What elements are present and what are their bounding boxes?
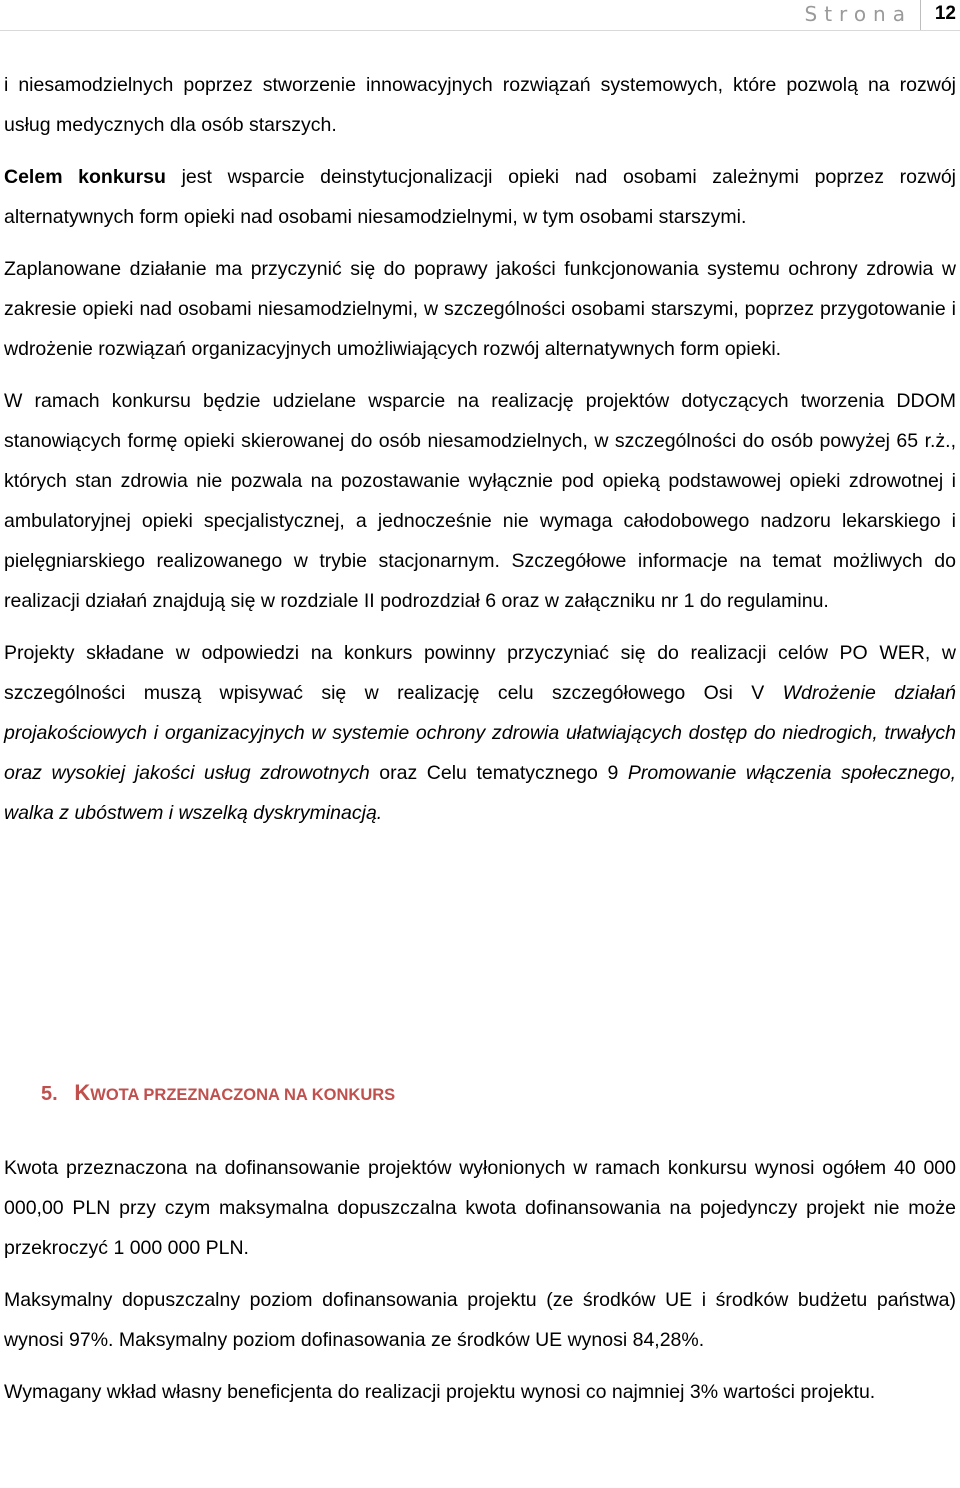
- contest-goal-text: jest wsparcie deinstytucjonalizacji opieki nad osobami zależnymi poprzez rozwój alternatywnych form opieki nad osobami niesamodzielnymi, w tym osobami starszymi.: [4, 166, 956, 228]
- section-title-initial: K: [74, 1080, 91, 1105]
- paragraph-funding-level: Maksymalny dopuszczalny poziom dofinansowania projektu (ze środków UE i środków budżetu państwa) wynosi 97%. Maksymalny poziom dofinasowania ze środków UE wynosi 84,28%.: [4, 1289, 956, 1351]
- paragraph-project-goals: [4, 633, 956, 833]
- project-goals-italic-2: Promowanie włączenia społecznego, walka z ubóstwem i wszelką dyskryminacją.: [4, 762, 957, 824]
- paragraph-support-scope: W ramach konkursu będzie udzielane wsparcie na realizację projektów dotyczących tworzenia DDOM stanowiących formę opieki skierowanej do osób niesamodzielnych, w szczególności do osób powyżej 65 r.ż., których stan zdrowia nie pozwala na pozostawanie wyłącznie pod opieką podstawowej opieki zdrowotnej i ambulatoryjnej opieki specjalistycznej, a jednocześnie nie wymaga całodobowego nadzoru lekarskiego i pielęgniarskiego realizowanego w trybie stacjonarnym. Szczegółowe informacje na temat możliwych do realizacji działań znajdują się w rozdziale II podrozdział 6 oraz w załączniku nr 1 do regulaminu.: [4, 390, 956, 612]
- project-goals-italic-1: Wdrożenie działań projakościowych i organizacyjnych w systemie ochrony zdrowia ułatwiających dostęp do niedrogich, trwałych oraz wysokiej jakości usług zdrowotnych: [4, 682, 956, 784]
- page-header-divider: [920, 0, 921, 30]
- paragraph-total-amount: Kwota przeznaczona na dofinansowanie projektów wyłonionych w ramach konkursu wynosi ogółem 40 000 000,00 PLN przy czym maksymalna dopuszczalna kwota dofinansowania na pojedynczy projekt nie może przekroczyć 1 000 000 PLN.: [4, 1157, 956, 1259]
- paragraph-planned-action: Zaplanowane działanie ma przyczynić się do poprawy jakości funkcjonowania systemu ochrony zdrowia w zakresie opieki nad osobami niesamodzielnymi, w szczególności osobami starszymi, poprzez przygotowanie i wdrożenie rozwiązań organizacyjnych umożliwiających rozwój alternatywnych form opieki.: [4, 258, 956, 360]
- document-body: [4, 65, 956, 845]
- section-number: 5.: [41, 1083, 58, 1105]
- page-header-label: Strona: [804, 2, 912, 26]
- project-goals-text-2: oraz Celu tematycznego 9: [369, 762, 628, 784]
- contest-goal-bold: Celem konkursu: [4, 166, 166, 188]
- project-goals-text-1: Projekty składane w odpowiedzi na konkurs powinny przyczyniać się do realizacji celów PO WER, w szczególności muszą wpisywać się w realizację celu szczegółowego Osi V: [4, 642, 956, 704]
- paragraph-own-contribution: Wymagany wkład własny beneficjenta do realizacji projektu wynosi co najmniej 3% wartości projektu.: [4, 1381, 876, 1403]
- paragraph-contest-goal: [4, 157, 956, 237]
- section-title-rest: WOTA PRZEZNACZONA NA KONKURS: [90, 1086, 396, 1104]
- page-header: [0, 0, 960, 31]
- document-body-section-5: [4, 1148, 956, 1424]
- page-number: 12: [934, 3, 956, 24]
- section-heading-5: [41, 1073, 395, 1115]
- paragraph-intro-continuation: i niesamodzielnych poprzez stworzenie innowacyjnych rozwiązań systemowych, które pozwolą na rozwój usług medycznych dla osób starszych.: [4, 74, 956, 136]
